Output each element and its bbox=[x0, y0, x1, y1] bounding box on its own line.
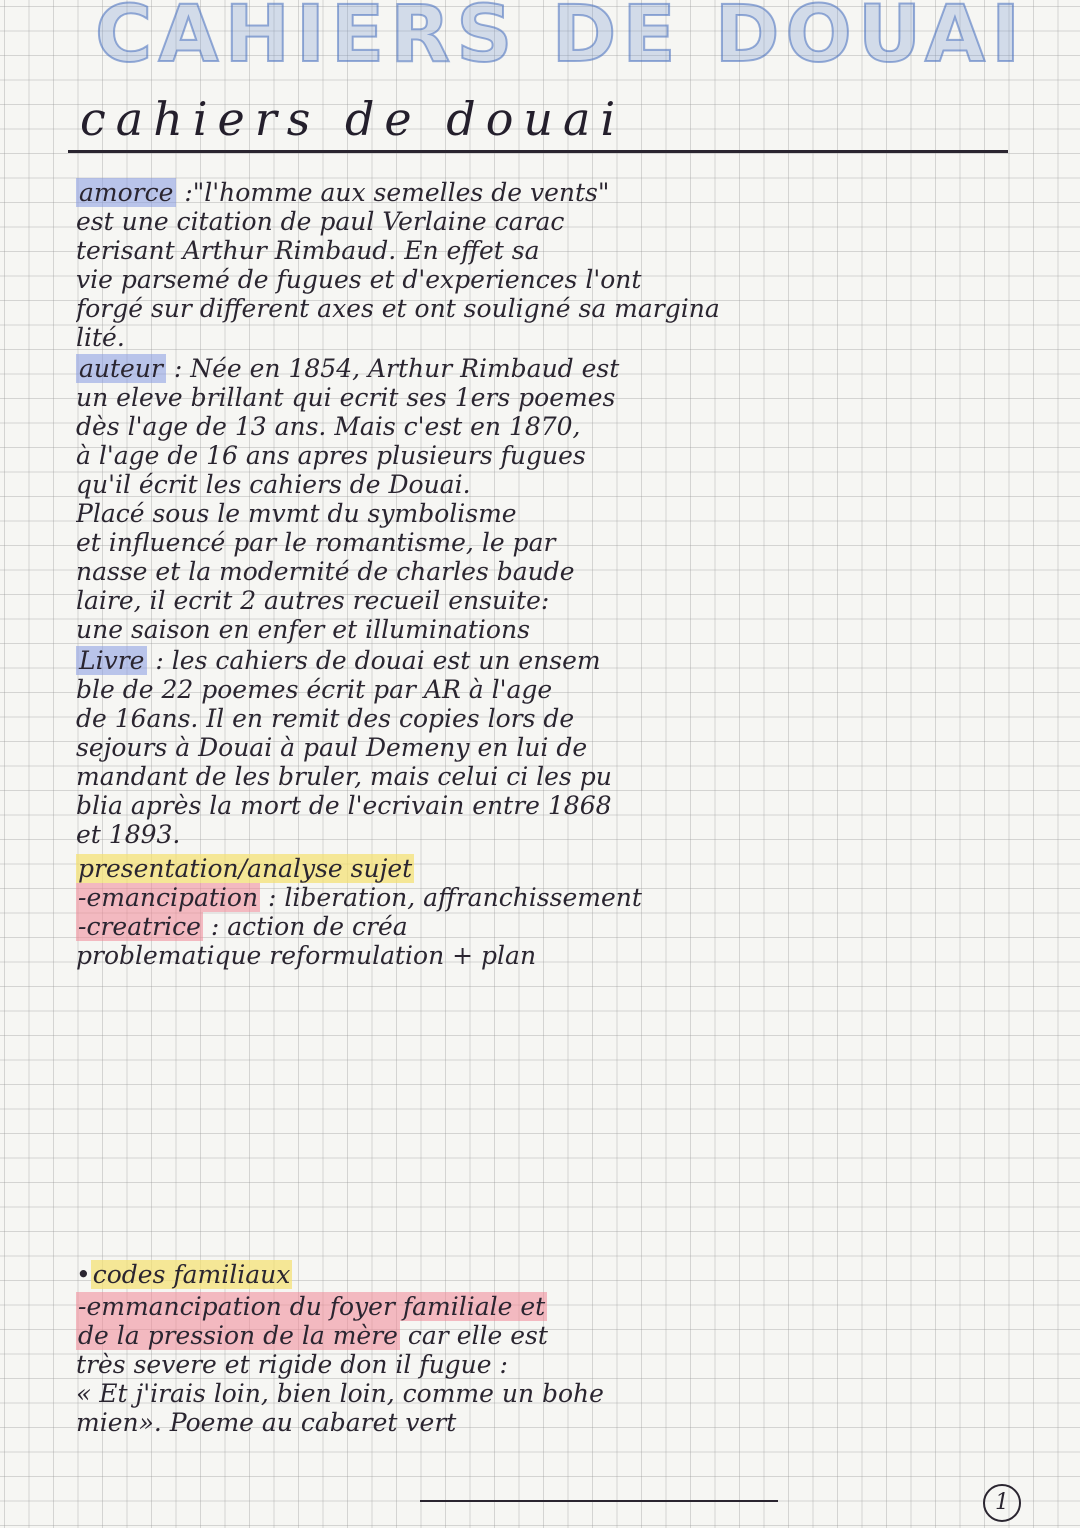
amorce-line-5: forgé sur different axes et ont souligné sa margina bbox=[76, 294, 720, 323]
codes-line-5: mien». Poeme au cabaret vert bbox=[76, 1408, 457, 1437]
presentation-item-1: -emancipation : liberation, affranchissement bbox=[78, 883, 642, 912]
livre-line-2: ble de 22 poemes écrit par AR à l'age bbox=[76, 675, 553, 704]
handwritten-title: cahiers de douai bbox=[80, 92, 626, 146]
auteur-line-3: dès l'age de 13 ans. Mais c'est en 1870, bbox=[76, 412, 581, 441]
auteur-line-10: une saison en enfer et illuminations bbox=[76, 615, 530, 644]
presentation-item-2: -creatrice : action de créa bbox=[78, 912, 408, 941]
livre-line-6: blia après la mort de l'ecrivain entre 1868 bbox=[76, 791, 612, 820]
amorce-line-1: amorce :"l'homme aux semelles de vents" bbox=[76, 178, 1011, 207]
codes-line-1: -emmancipation du foyer familiale et bbox=[78, 1292, 546, 1321]
codes-line-4: « Et j'irais loin, bien loin, comme un bohe bbox=[76, 1379, 604, 1408]
livre-label: Livre bbox=[76, 646, 147, 675]
livre-line-3: de 16ans. Il en remit des copies lors de bbox=[76, 704, 575, 733]
presentation-heading: presentation/analyse sujet bbox=[78, 854, 413, 883]
auteur-line-5: qu'il écrit les cahiers de Douai. bbox=[76, 470, 471, 499]
codes-familiaux-heading: •codes familiaux bbox=[76, 1260, 291, 1289]
auteur-line-2: un eleve brillant qui ecrit ses 1ers poemes bbox=[76, 383, 616, 412]
amorce-label: amorce bbox=[76, 178, 176, 207]
livre-line-5: mandant de les bruler, mais celui ci les pu bbox=[76, 762, 612, 791]
quote-underline bbox=[420, 1500, 778, 1502]
auteur-line-8: nasse et la modernité de charles baude bbox=[76, 557, 575, 586]
auteur-line-1: auteur : Née en 1854, Arthur Rimbaud est bbox=[76, 354, 1011, 383]
title-underline bbox=[68, 150, 1008, 153]
auteur-label: auteur bbox=[76, 354, 166, 383]
term-creatrice: -creatrice bbox=[78, 912, 201, 941]
auteur-line-9: laire, il ecrit 2 autres recueil ensuite: bbox=[76, 586, 550, 615]
term-emancipation: -emancipation bbox=[78, 883, 259, 912]
auteur-line-6: Placé sous le mvmt du symbolisme bbox=[76, 499, 517, 528]
codes-line-3: très severe et rigide don il fugue : bbox=[76, 1350, 508, 1379]
livre-line-7: et 1893. bbox=[76, 820, 181, 849]
page-number-circle: 1 bbox=[983, 1484, 1021, 1522]
printed-title: CAHIERS DE DOUAI bbox=[95, 0, 1027, 80]
auteur-line-4: à l'age de 16 ans apres plusieurs fugues bbox=[76, 441, 586, 470]
auteur-line-7: et influencé par le romantisme, le par bbox=[76, 528, 556, 557]
amorce-line-4: vie parsemé de fugues et d'experiences l'ont bbox=[76, 265, 642, 294]
problematique-line: problematique reformulation + plan bbox=[76, 941, 537, 970]
livre-line-4: sejours à Douai à paul Demeny en lui de bbox=[76, 733, 588, 762]
codes-line-2: de la pression de la mère car elle est bbox=[78, 1321, 548, 1350]
amorce-line-6: lité. bbox=[76, 323, 125, 352]
amorce-line-3: terisant Arthur Rimbaud. En effet sa bbox=[76, 236, 540, 265]
livre-line-1: Livre : les cahiers de douai est un ensem bbox=[76, 646, 1011, 675]
amorce-line-2: est une citation de paul Verlaine carac bbox=[76, 207, 565, 236]
